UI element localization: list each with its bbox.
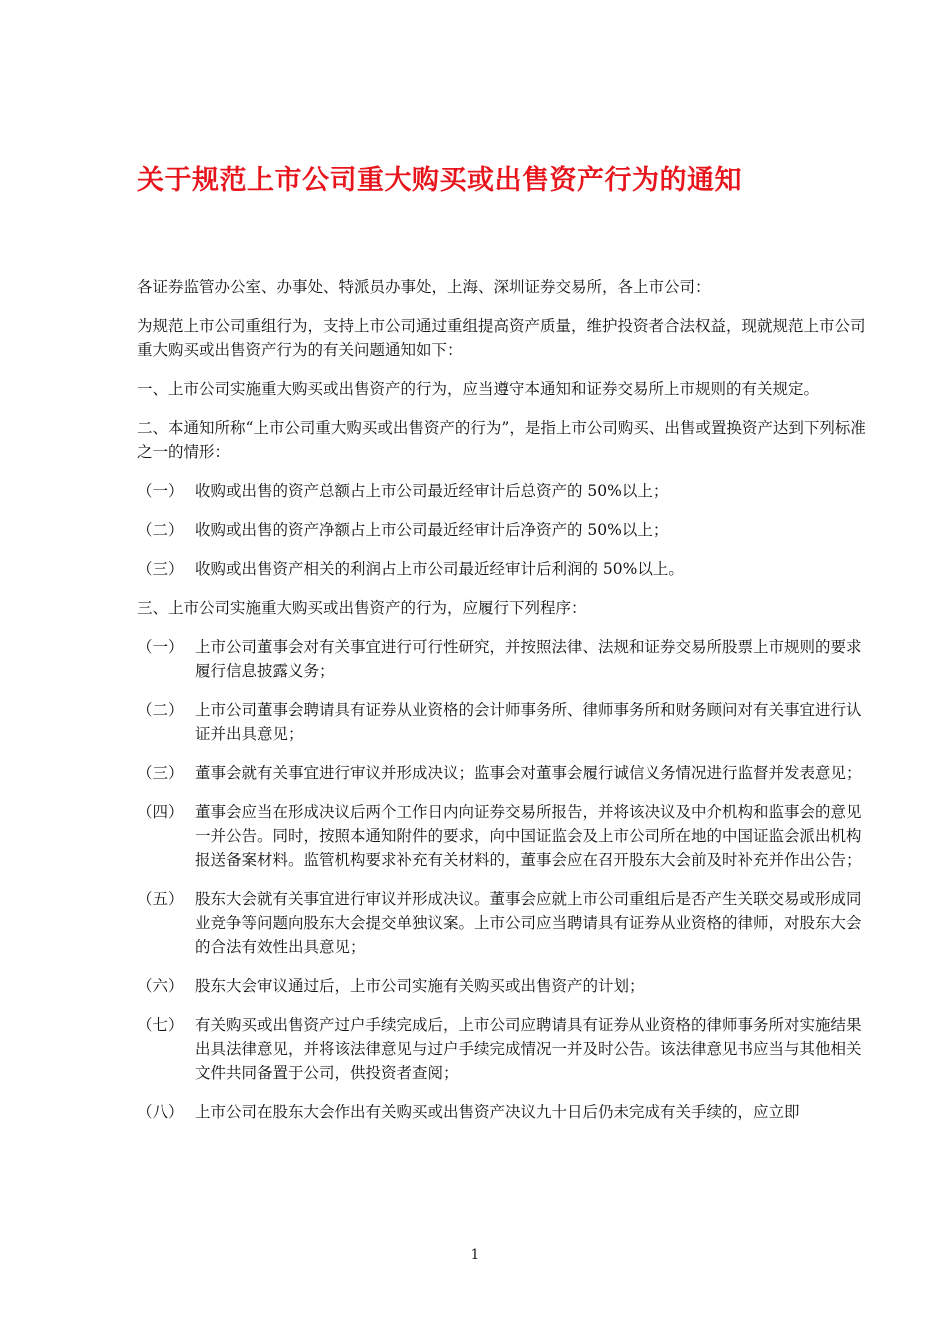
item-text: 上市公司董事会对有关事宜进行可行性研究，并按照法律、法规和证券交易所股票上市规则的要求履行信息披露义务； (195, 638, 862, 680)
section-3-item (137, 887, 867, 959)
item-text: 有关购买或出售资产过户手续完成后，上市公司应聘请具有证券从业资格的律师事务所对实施结果出具法律意见，并将该法律意见与过户手续完成情况一并及时公告。该法律意见书应当与其他相关文件共同备置于公司，供投资者查阅； (195, 1016, 862, 1082)
item-number: （二） (137, 521, 184, 539)
addressee-paragraph: 各证券监管办公室、办事处、特派员办事处，上海、深圳证券交易所，各上市公司： (137, 278, 711, 296)
item-text: 股东大会审议通过后，上市公司实施有关购买或出售资产的计划； (195, 977, 645, 995)
item-text: 上市公司在股东大会作出有关购买或出售资产决议九十日后仍未完成有关手续的，应立即 (195, 1103, 800, 1121)
item-text: 收购或出售资产相关的利润占上市公司最近经审计后利润的 50%以上。 (195, 560, 684, 578)
item-number: （三） (137, 764, 184, 782)
item-number: （一） (137, 638, 184, 656)
item-text: 上市公司董事会聘请具有证券从业资格的会计师事务所、律师事务所和财务顾问对有关事宜进行认证并出具意见； (195, 701, 862, 743)
section-1-paragraph: 一、上市公司实施重大购买或出售资产的行为，应当遵守本通知和证券交易所上市规则的有关规定。 (137, 380, 820, 398)
page-number: 1 (470, 1247, 480, 1263)
item-text: 收购或出售的资产总额占上市公司最近经审计后总资产的 50%以上； (195, 482, 669, 500)
section-2-item (137, 557, 867, 581)
section-2-item (137, 518, 867, 542)
item-number: （六） (137, 977, 184, 995)
item-text: 董事会应当在形成决议后两个工作日内向证券交易所报告，并将该决议及中介机构和监事会的意见一并公告。同时，按照本通知附件的要求，向中国证监会及上市公司所在地的中国证监会派出机构报送备案材料。监管机构要求补充有关材料的，董事会应在召开股东大会前及时补充并作出公告； (195, 803, 862, 869)
item-number: （五） (137, 890, 184, 908)
section-2-heading: 二、本通知所称“上市公司重大购买或出售资产的行为”，是指上市公司购买、出售或置换资产达到下列标准之一的情形： (137, 419, 866, 461)
item-text: 收购或出售的资产净额占上市公司最近经审计后净资产的 50%以上； (195, 521, 669, 539)
item-number: （八） (137, 1103, 184, 1121)
section-3-heading: 三、上市公司实施重大购买或出售资产的行为，应履行下列程序： (137, 599, 587, 617)
item-text: 董事会就有关事宜进行审议并形成决议；监事会对董事会履行诚信义务情况进行监督并发表意见； (195, 764, 862, 782)
section-3-item (137, 761, 867, 785)
item-number: （七） (137, 1016, 184, 1034)
document-title: 关于规范上市公司重大购买或出售资产行为的通知 (137, 165, 742, 196)
item-number: （三） (137, 560, 184, 578)
document-body (137, 275, 867, 1139)
item-number: （二） (137, 701, 184, 719)
item-text: 股东大会就有关事宜进行审议并形成决议。董事会应就上市公司重组后是否产生关联交易或形成同业竞争等问题向股东大会提交单独议案。上市公司应当聘请具有证券从业资格的律师，对股东大会的合法有效性出具意见； (195, 890, 862, 956)
intro-paragraph: 为规范上市公司重组行为，支持上市公司通过重组提高资产质量，维护投资者合法权益，现就规范上市公司重大购买或出售资产行为的有关问题通知如下： (137, 317, 866, 359)
section-3-item (137, 698, 867, 746)
section-3-item (137, 800, 867, 872)
section-3-item (137, 974, 867, 998)
section-2-item (137, 479, 867, 503)
section-3-item (137, 1013, 867, 1085)
section-3-item (137, 1100, 867, 1124)
item-number: （四） (137, 803, 184, 821)
section-3-item (137, 635, 867, 683)
item-number: （一） (137, 482, 184, 500)
